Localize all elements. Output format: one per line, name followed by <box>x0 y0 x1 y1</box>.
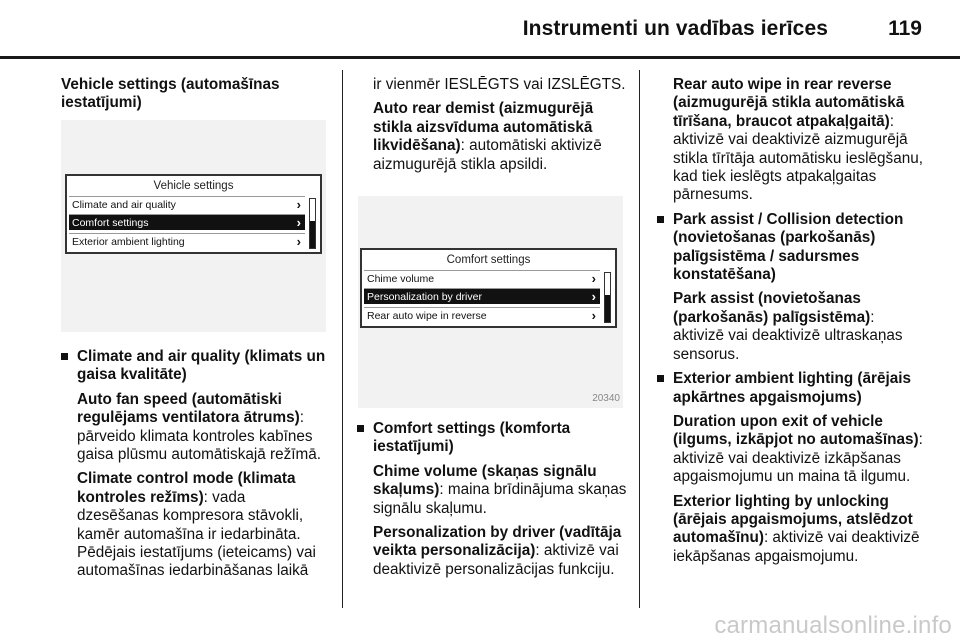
setting-description <box>61 470 331 580</box>
menu-row-label: Personalization by driver <box>367 291 482 303</box>
setting-text: : aktivizē vai deaktivizē ultraskaņas sensorus. <box>673 308 903 363</box>
watermark: carmanualsonline.info <box>714 612 952 639</box>
screen-menu-row <box>69 196 305 212</box>
page-header-title: Instrumenti un vadības ierīces <box>522 17 828 40</box>
screen-menu-row-selected <box>69 214 305 230</box>
setting-text: : aktivizē vai deaktivizē aizmugurējā stikla tīrītāja automātisku ieslēgšanu, kad tiek ieslēgts atpakaļgaitas pārnesums. <box>673 112 923 204</box>
setting-description <box>657 290 927 364</box>
bullet-item-title: Park assist / Collision detection (novietošanas (parkošanās) palīgsistēma / sadursmes konstatēšana) <box>657 211 927 285</box>
setting-text: : aktivizē vai deaktivizē izkāpšanas apgaismojumu un maina tā ilgumu. <box>673 431 923 486</box>
menu-row-label: Rear auto wipe in reverse <box>367 310 487 322</box>
chevron-right-icon: › <box>296 197 301 212</box>
scrollbar <box>309 198 316 249</box>
column-3 <box>657 76 927 572</box>
chevron-right-icon: › <box>591 289 596 304</box>
setting-text: : aktivizē vai deaktivizē iekāpšanas apgaismojumu. <box>673 529 920 565</box>
header-rule <box>0 56 960 59</box>
setting-name: Auto rear demist (aizmugurējā stikla aizsvīduma automātiskā likvidēšana) <box>373 100 594 155</box>
setting-name: Park assist (novietošanas (parkošanās) palīgsistēma) <box>673 290 871 326</box>
image-code: 20340 <box>592 393 620 404</box>
setting-name: Duration upon exit of vehicle (ilgums, izkāpjot no automašīnas) <box>673 412 919 449</box>
bullet-item-title: Climate and air quality (klimats un gaisa kvalitāte) <box>61 348 331 385</box>
scrollbar <box>604 272 611 323</box>
setting-description <box>357 524 627 579</box>
setting-name: Rear auto wipe in rear reverse (aizmugurējā stikla automātiskā tīrīšana, braucot atpakaļgaitā) <box>673 76 905 130</box>
setting-text: : vada dzesēšanas kompresora stāvokli, kamēr automašīna ir iedarbināta. Pēdējais iestatījums (ieteicams) vai automašīnas iedarbināšanas laikā <box>77 488 316 580</box>
setting-text: : automātiski aktivizē aizmugurējā stikla apsildi. <box>373 137 602 173</box>
column-2-body <box>357 420 627 585</box>
vehicle-settings-screen-image <box>61 120 326 332</box>
screen-menu-row-selected <box>364 288 600 304</box>
column-1 <box>61 76 331 119</box>
setting-name: Personalization by driver (vadītāja veikta personalizācija) <box>373 524 622 560</box>
section-heading: Vehicle settings (automašīnas iestatījumi) <box>61 76 280 112</box>
column-divider-1 <box>342 70 343 608</box>
setting-description <box>357 463 627 518</box>
menu-row-label: Chime volume <box>367 273 435 285</box>
setting-name: Climate control mode (klimata kontroles režīms) <box>77 470 296 506</box>
setting-name: Auto fan speed (automātiski regulējams ventilatora ātrums) <box>77 390 300 427</box>
setting-description <box>657 413 927 487</box>
menu-row-label: Climate and air quality <box>72 199 176 211</box>
setting-description <box>657 493 927 567</box>
menu-row-label: Exterior ambient lighting <box>72 236 185 248</box>
bullet-item-title: Exterior ambient lighting (ārējais apkārtnes apgaismojums) <box>657 370 927 407</box>
setting-description <box>61 391 331 465</box>
column-2 <box>357 76 627 180</box>
screen-title: Comfort settings <box>446 254 531 266</box>
screen-menu-row <box>69 233 305 249</box>
screen-menu-row <box>364 307 600 323</box>
setting-text: : maina brīdinājuma skaņas signālu skaļumu. <box>373 481 627 517</box>
scrollbar-thumb <box>605 295 610 322</box>
chevron-right-icon: › <box>296 234 301 249</box>
setting-description <box>357 100 627 174</box>
setting-description <box>657 76 927 205</box>
comfort-settings-screen-image <box>358 196 623 408</box>
continued-text: ir vienmēr IESLĒGTS vai IZSLĒGTS. <box>373 76 626 93</box>
setting-text: : aktivizē vai deaktivizē personalizācijas funkciju. <box>373 542 619 578</box>
screen-menu-row <box>364 270 600 286</box>
setting-text: : pārveido klimata kontroles kabīnes gaisa plūsmu automātiskajā režīmā. <box>77 409 322 464</box>
comfort-settings-display <box>360 248 617 328</box>
screen-title: Vehicle settings <box>153 180 234 192</box>
bullet-item-title: Comfort settings (komforta iestatījumi) <box>357 420 627 457</box>
vehicle-settings-display <box>65 174 322 254</box>
chevron-right-icon: › <box>296 215 301 230</box>
menu-row-label: Comfort settings <box>72 217 149 229</box>
scrollbar-thumb <box>310 221 315 248</box>
setting-name: Chime volume (skaņas signālu skaļums) <box>373 462 597 499</box>
chevron-right-icon: › <box>591 308 596 323</box>
page-number: 119 <box>888 17 922 40</box>
column-1-body <box>61 348 331 587</box>
setting-name: Exterior lighting by unlocking (ārējais apgaismojums, atslēdzot automašīnu) <box>673 492 913 547</box>
column-divider-2 <box>639 70 640 608</box>
chevron-right-icon: › <box>591 271 596 286</box>
